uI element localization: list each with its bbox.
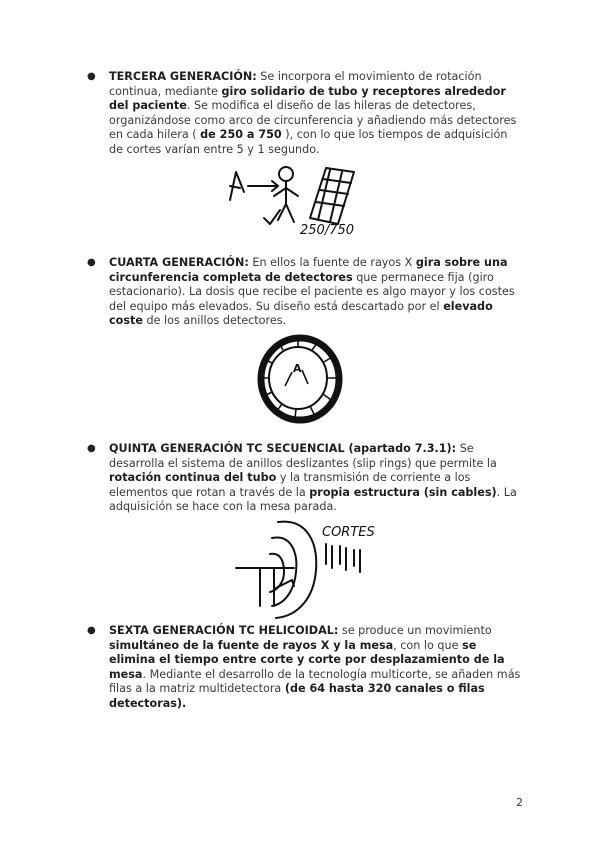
list-item-sexta-generacion (87, 624, 522, 712)
fourth-generation-ring-sketch (252, 332, 352, 426)
body-text: ), con lo que los tiempos de adquisición de cortes varían entre 5 y 1 segundo. (109, 128, 508, 156)
list-item-cuarta-generacion (87, 256, 522, 329)
body-text: Se incorpora el movimiento de rotación continua, mediante (109, 70, 482, 98)
bold-text: QUINTA GENERACIÓN TC SECUENCIAL (apartado 7.3.1): (109, 442, 457, 455)
bullet: ● (87, 257, 96, 268)
fifth-generation-sketch (232, 514, 380, 622)
bold-text: simultáneo de la fuente de rayos X y la mesa (109, 638, 394, 652)
paragraph (109, 256, 522, 329)
body-text: que permanece fija (giro estacionario). La dosis que recibe el paciente es algo mayor y los costes del equipo más elevados. Su diseño está descartado por el (109, 270, 515, 313)
body-text: . La adquisición se hace con la mesa parada. (109, 485, 517, 514)
bold-text: se elimina el tiempo entre corte y corte por desplazamiento de la mesa (109, 638, 505, 681)
bold-text: propia estructura (sin cables) (309, 485, 497, 499)
paragraph (109, 70, 522, 158)
body-text: . Mediante el desarrollo de la tecnología multicorte, se añaden más filas a la matriz multidetectora (109, 667, 521, 696)
body-text: Se desarrolla el sistema de anillos deslizantes (slip rings) que permite la (109, 442, 497, 470)
body-text: de los anillos detectores. (142, 314, 287, 328)
bold-text: CUARTA GENERACIÓN: (109, 256, 249, 269)
bold-text: giro solidario de tubo y receptores alrededor del paciente (109, 84, 506, 113)
paragraph (109, 442, 522, 515)
body-text: , con lo que (393, 638, 463, 652)
fig-label-a: A (293, 362, 302, 375)
paragraph (109, 624, 522, 712)
bold-text: rotación continua del tubo (109, 471, 277, 485)
list-item-quinta-generacion (87, 442, 522, 515)
bold-text: SEXTA GENERACIÓN TC HELICOIDAL: (109, 624, 339, 637)
bullet: ● (87, 625, 96, 636)
bold-text: gira sobre una circunferencia completa de detectores (109, 256, 508, 284)
fig-label-250-750: 250/750 (300, 223, 355, 238)
list-item-tercera-generacion (87, 70, 522, 158)
bold-text: de 250 a 750 (200, 128, 282, 142)
body-text: . Se modifica el diseño de las hileras de detectores, organizándose como arco de circunferencia y añadiendo más detectores en cada hilera ( (109, 99, 517, 142)
bold-text: TERCERA GENERACIÓN: (109, 70, 257, 83)
fig-label-cortes: CORTES (322, 525, 375, 540)
page-number: 2 (516, 796, 523, 809)
bold-text: (de 64 hasta 320 canales o filas detectoras). (109, 682, 485, 710)
third-generation-sketch (226, 162, 378, 240)
bullet: ● (87, 443, 96, 454)
body-text: En ellos la fuente de rayos X (248, 256, 416, 269)
body-text: se produce un movimiento (338, 624, 492, 637)
bold-text: elevado coste (109, 299, 493, 328)
body-text: y la transmisión de corriente a los elementos que rotan a través de la (109, 471, 471, 499)
bullet: ● (87, 71, 96, 82)
